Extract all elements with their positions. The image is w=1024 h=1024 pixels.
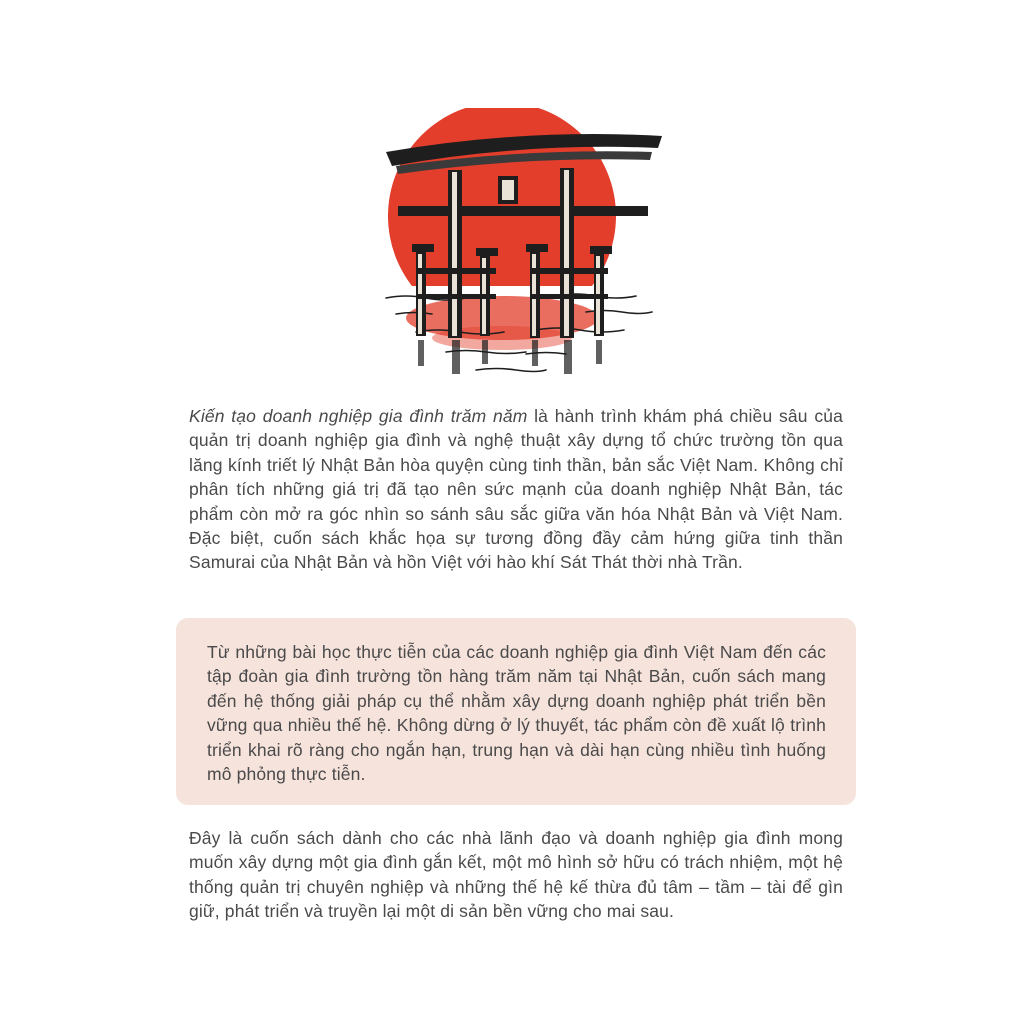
book-title: Kiến tạo doanh nghiệp gia đình trăm năm [189, 406, 528, 426]
intro-paragraph [189, 404, 843, 575]
torii-gate-rising-sun-icon [376, 108, 676, 390]
intro-body: là hành trình khám phá chiều sâu của quản trị doanh nghiệp gia đình và nghệ thuật xây dựng tổ chức trường tồn qua lăng kính triết lý Nhật Bản hòa quyện cùng tinh thần, bản sắc Việt Nam. Không chỉ phân tích những giá trị đã tạo nên sức mạnh của doanh nghiệp Nhật Bản, tác phẩm còn mở ra góc nhìn so sánh sâu sắc giữa văn hóa Nhật Bản và Việt Nam. Đặc biệt, cuốn sách khắc họa sự tương đồng đầy cảm hứng giữa tinh thần Samurai của Nhật Bản và hồn Việt với hào khí Sát Thát thời nhà Trần. [189, 406, 843, 573]
closing-paragraph: Đây là cuốn sách dành cho các nhà lãnh đạo và doanh nghiệp gia đình mong muốn xây dựng một gia đình gắn kết, một mô hình sở hữu có trách nhiệm, một hệ thống quản trị chuyên nghiệp và những thế hệ kế thừa đủ tâm – tầm – tài để gìn giữ, phát triển và truyền lại một di sản bền vững cho mai sau. [189, 828, 843, 922]
highlight-paragraph: Từ những bài học thực tiễn của các doanh nghiệp gia đình Việt Nam đến các tập đoàn gia đình trường tồn hàng trăm năm tại Nhật Bản, cuốn sách mang đến hệ thống giải pháp cụ thể nhằm xây dựng doanh nghiệp phát triển bền vững qua nhiều thế hệ. Không dừng ở lý thuyết, tác phẩm còn đề xuất lộ trình triển khai rõ ràng cho ngắn hạn, trung hạn và dài hạn cùng nhiều tình huống mô phỏng thực tiễn. [207, 642, 826, 785]
